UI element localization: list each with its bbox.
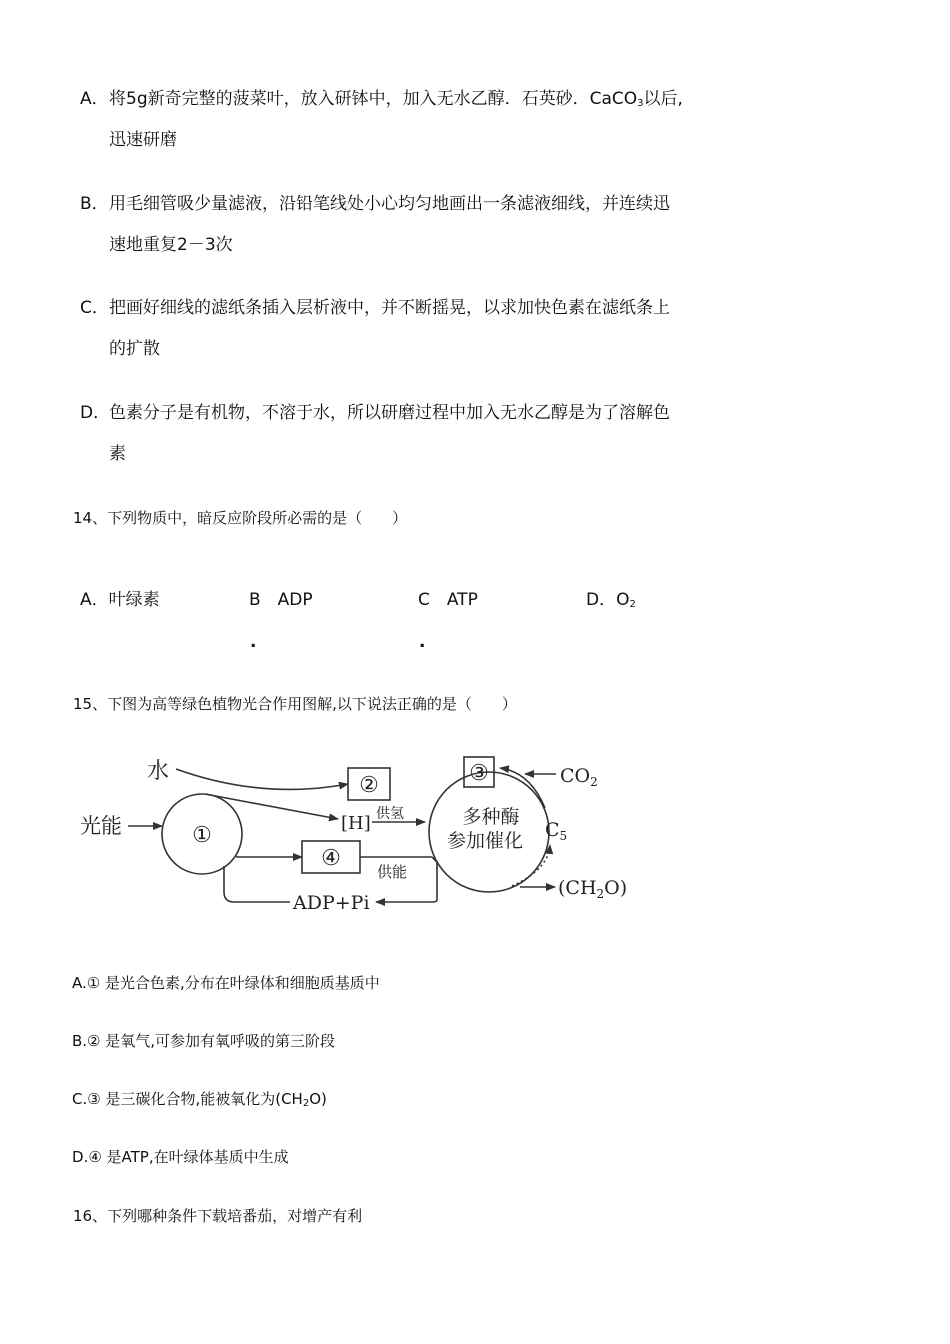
option-a-continuation: 迅速研磨 [109,130,177,150]
statement-c [72,1089,327,1114]
option-text: 色素分子是有机物，不溶于水，所以研磨过程中加入无水乙醇是为了溶解色 [109,403,670,423]
c5-subscript: 5 [559,829,568,843]
adp-label: ADP+Pi [293,892,370,914]
option-text: 用毛细管吸少量滤液，沿铅笔线处小心均匀地画出一条滤液细线，并连续迅 [109,194,670,214]
statement-b: B.② 是氧气,可参加有氧呼吸的第三阶段 [72,1032,336,1050]
water-label: 水 [147,759,170,784]
question-14: 14、下列物质中，暗反应阶段所必需的是（ ） [73,509,408,527]
ch2o-text-a: (CH [558,877,597,899]
option-b-continuation: 速地重复2－3次 [109,235,233,255]
choice-c-dot: . [419,632,426,652]
option-d-continuation: 素 [109,444,126,464]
statement-a: A.① 是光合色素,分布在叶绿体和细胞质基质中 [72,974,380,992]
hydrogen-arrow [205,794,338,819]
option-letter: A． [80,89,109,109]
option-letter: D． [80,403,111,423]
question-16: 16、下列哪种条件下载培番茄，对增产有利 [73,1207,363,1225]
co2-subscript: 2 [590,775,598,789]
option-text: 把画好细线的滤纸条插入层析液中，并不断摇晃，以求加快色素在滤纸条上 [109,298,670,318]
question-15: 15、下图为高等绿色植物光合作用图解,以下说法正确的是（ ） [73,695,517,713]
statement-c-tail: O) [309,1090,327,1108]
statement-d: D.④ 是ATP,在叶绿体基质中生成 [72,1148,289,1166]
adp-return-line [224,866,290,902]
circle-3-label: ③ [469,761,489,786]
enzyme-label-line2: 参加催化 [446,830,524,852]
enzyme-label-line1: 多种酶 [462,806,520,828]
c5-label [545,819,567,843]
light-label: 光能 [80,814,122,838]
subscript: 2 [629,599,636,610]
co2-label [560,765,598,789]
choice-c: C ATP [418,590,478,610]
ch2o-text-b: O) [604,877,628,899]
ch2o-subscript: 2 [596,887,605,901]
option-letter: C． [80,298,109,318]
subscript: 2 [302,1098,310,1109]
statement-c-text: C.③ 是三碳化合物,能被氧化为(CH [72,1090,303,1108]
circle-2-label: ② [359,773,379,798]
choice-b-dot: . [250,632,257,652]
choice-b: B ADP [249,590,313,610]
co2-text: CO [560,765,591,787]
option-text: 将5g新奇完整的菠菜叶，放入研钵中，加入无水乙醇．石英砂．CaCO [109,89,638,109]
circle-1-label: ① [192,823,212,848]
circle-4-label: ④ [321,846,341,871]
water-arrow [176,769,348,789]
c5-text: C [545,819,560,841]
ch2o-label [558,877,627,901]
choice-d-text: D．O [586,590,630,610]
option-c-continuation: 的扩散 [109,339,160,359]
choice-a: A．叶绿素 [80,590,160,610]
option-letter: B． [80,194,109,214]
hydrogen-label: [H] [341,813,371,834]
option-text-tail: 以后, [643,89,683,109]
subscript: 3 [637,98,644,109]
supply-hydrogen-label: 供氢 [376,806,404,822]
supply-energy-label: 供能 [377,863,408,881]
